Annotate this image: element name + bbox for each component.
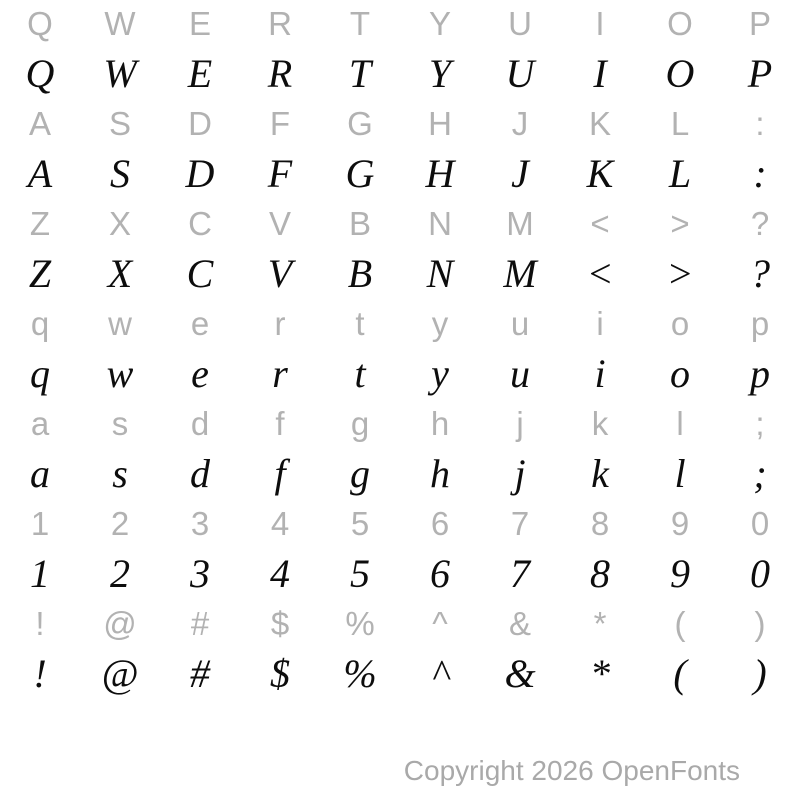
glyph-cell: N (426, 250, 454, 296)
glyph-cell: 4 (270, 505, 290, 542)
glyph-cell: P (748, 5, 771, 42)
glyph-cell: s (112, 450, 128, 496)
glyph-cell: ( (673, 650, 687, 696)
glyph-cell: w (108, 305, 132, 342)
glyph-cell: k (591, 450, 609, 496)
glyph-cell: > (670, 205, 690, 242)
glyph-cell: S (108, 105, 131, 142)
glyph-cell: L (670, 105, 690, 142)
glyph-cell: k (591, 405, 609, 442)
glyph-cell: Y (428, 50, 452, 96)
glyph-cell: i (594, 350, 606, 396)
glyph-cell: : (755, 105, 765, 142)
glyph-cell: f (274, 450, 286, 496)
glyph-cell: @ (101, 650, 139, 696)
glyph-cell: d (190, 405, 210, 442)
glyph-row-reference (0, 300, 800, 347)
glyph-cell: U (505, 50, 535, 96)
glyph-cell: G (347, 105, 373, 142)
glyph-row-specimen (0, 547, 800, 600)
glyph-row-reference (0, 600, 800, 647)
glyph-cell: B (348, 205, 371, 242)
glyph-cell: ; (755, 405, 765, 442)
glyph-row-specimen (0, 247, 800, 300)
glyph-cell: 7 (510, 550, 530, 596)
glyph-cell: 0 (750, 550, 770, 596)
glyph-cell: a (30, 405, 50, 442)
glyph-cell: J (511, 105, 529, 142)
glyph-cell: X (107, 250, 133, 296)
glyph-cell: E (188, 5, 211, 42)
glyph-cell: o (670, 350, 690, 396)
glyph-cell: 9 (670, 505, 690, 542)
glyph-cell: T (348, 50, 372, 96)
glyph-cell: M (503, 250, 537, 296)
glyph-cell: V (267, 250, 293, 296)
glyph-cell: A (28, 105, 51, 142)
glyph-cell: u (510, 350, 530, 396)
glyph-cell: H (428, 105, 452, 142)
glyph-cell: A (27, 150, 53, 196)
glyph-cell: 3 (190, 505, 210, 542)
glyph-row-reference (0, 100, 800, 147)
glyph-cell: 2 (110, 550, 130, 596)
glyph-cell: % (343, 650, 377, 696)
glyph-cell: * (590, 650, 610, 696)
glyph-cell: y (431, 305, 449, 342)
glyph-cell: $ (270, 650, 290, 696)
glyph-cell: I (593, 50, 607, 96)
glyph-cell: 4 (270, 550, 290, 596)
glyph-cell: U (508, 5, 532, 42)
glyph-cell: R (268, 5, 292, 42)
glyph-cell: % (345, 605, 375, 642)
glyph-cell: q (30, 305, 50, 342)
glyph-cell: i (596, 305, 604, 342)
glyph-cell: Z (28, 250, 52, 296)
glyph-cell: W (103, 50, 137, 96)
glyph-cell: G (345, 150, 375, 196)
glyph-cell: ! (33, 650, 47, 696)
glyph-cell: I (595, 5, 605, 42)
glyph-cell: C (186, 250, 214, 296)
glyph-cell: R (267, 50, 293, 96)
glyph-cell: # (190, 605, 210, 642)
glyph-cell: J (511, 150, 529, 196)
glyph-cell: r (272, 350, 288, 396)
glyph-row-specimen (0, 447, 800, 500)
glyph-cell: e (191, 350, 209, 396)
glyph-cell: @ (103, 605, 137, 642)
glyph-cell: & (508, 605, 531, 642)
glyph-cell: F (267, 150, 293, 196)
glyph-cell: 6 (430, 505, 450, 542)
glyph-cell: 2 (110, 505, 130, 542)
glyph-row-specimen (0, 347, 800, 400)
glyph-row-reference (0, 500, 800, 547)
glyph-row-specimen (0, 147, 800, 200)
glyph-cell: ! (35, 605, 45, 642)
glyph-cell: K (586, 150, 614, 196)
glyph-cell: ( (674, 605, 686, 642)
glyph-cell: Z (29, 205, 51, 242)
glyph-cell: L (668, 150, 692, 196)
glyph-cell: & (504, 650, 536, 696)
glyph-cell: d (190, 450, 210, 496)
glyph-cell: # (190, 650, 210, 696)
glyph-cell: l (674, 450, 686, 496)
glyph-cell: B (347, 250, 373, 296)
glyph-cell: 8 (590, 505, 610, 542)
glyph-cell: o (670, 305, 690, 342)
glyph-cell: ) (753, 650, 767, 696)
glyph-cell: f (275, 405, 285, 442)
glyph-cell: l (676, 405, 684, 442)
glyph-cell: > (666, 250, 694, 296)
glyph-row-specimen (0, 647, 800, 700)
glyph-cell: ^ (432, 605, 448, 642)
glyph-cell: g (350, 450, 370, 496)
glyph-cell: Q (27, 5, 53, 42)
glyph-cell: p (750, 305, 770, 342)
glyph-cell: ? (750, 250, 770, 296)
glyph-row-reference (0, 400, 800, 447)
glyph-cell: X (108, 205, 131, 242)
glyph-cell: w (106, 350, 134, 396)
glyph-cell: 1 (30, 550, 50, 596)
glyph-cell: P (747, 50, 773, 96)
glyph-row-reference (0, 0, 800, 47)
glyph-cell: 7 (510, 505, 530, 542)
glyph-cell: < (590, 205, 610, 242)
glyph-cell: : (753, 150, 767, 196)
glyph-cell: C (188, 205, 212, 242)
glyph-cell: O (667, 5, 693, 42)
glyph-cell: h (430, 450, 450, 496)
glyph-cell: $ (270, 605, 290, 642)
glyph-cell: y (431, 350, 449, 396)
copyright-text: Copyright 2026 OpenFonts (403, 755, 740, 786)
glyph-cell: 0 (750, 505, 770, 542)
glyph-cell: D (185, 150, 215, 196)
glyph-cell: H (425, 150, 455, 196)
glyph-cell: ) (754, 605, 766, 642)
glyph-cell: g (350, 405, 370, 442)
glyph-cell: 8 (590, 550, 610, 596)
glyph-cell: Q (25, 50, 55, 96)
glyph-cell: M (506, 205, 534, 242)
glyph-cell: t (354, 350, 366, 396)
glyph-cell: ^ (431, 650, 449, 696)
glyph-cell: S (110, 150, 130, 196)
glyph-cell: F (269, 105, 291, 142)
glyph-cell: 1 (30, 505, 50, 542)
glyph-cell: O (665, 50, 695, 96)
glyph-cell: N (428, 205, 452, 242)
glyph-cell: ? (750, 205, 770, 242)
glyph-cell: < (586, 250, 614, 296)
glyph-cell: Y (428, 5, 451, 42)
glyph-cell: 5 (350, 505, 370, 542)
glyph-cell: V (268, 205, 291, 242)
glyph-cell: D (188, 105, 212, 142)
glyph-cell: q (30, 350, 50, 396)
glyph-row-reference (0, 200, 800, 247)
glyph-cell: E (187, 50, 213, 96)
glyph-cell: 5 (350, 550, 370, 596)
glyph-cell: t (355, 305, 365, 342)
glyph-cell: j (516, 405, 524, 442)
glyph-cell: K (588, 105, 611, 142)
glyph-cell: s (111, 405, 129, 442)
glyph-cell: a (30, 450, 50, 496)
glyph-cell: 9 (670, 550, 690, 596)
glyph-cell: W (104, 5, 136, 42)
glyph-row-specimen (0, 47, 800, 100)
glyph-cell: ; (753, 450, 767, 496)
glyph-cell: * (593, 605, 607, 642)
glyph-cell: 6 (430, 550, 450, 596)
glyph-cell: u (510, 305, 530, 342)
glyph-cell: j (514, 450, 526, 496)
glyph-cell: h (430, 405, 450, 442)
footer (404, 748, 740, 794)
glyph-cell: T (349, 5, 371, 42)
glyph-cell: p (750, 350, 770, 396)
glyph-cell: r (274, 305, 286, 342)
glyph-cell: e (190, 305, 210, 342)
glyph-cell: 3 (190, 550, 210, 596)
